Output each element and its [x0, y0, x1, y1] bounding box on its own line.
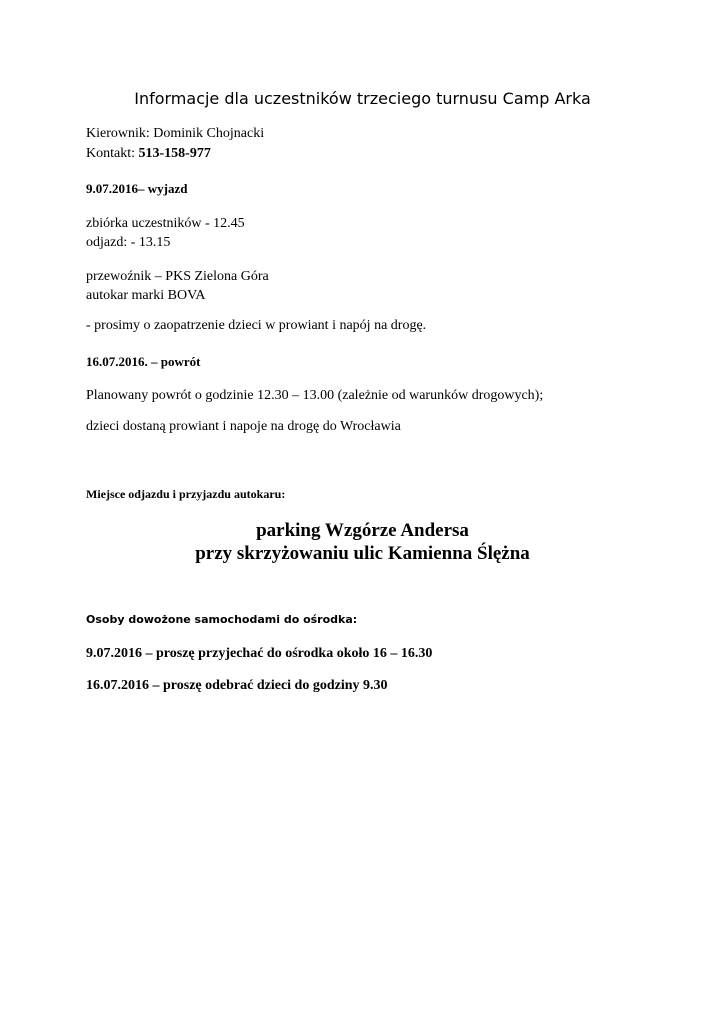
carrier-line: przewoźnik – PKS Zielona Góra — [86, 269, 269, 284]
departure-time: odjazd: - 13.15 — [86, 235, 171, 250]
document-title: Informacje dla uczestników trzeciego turnusu Camp Arka — [134, 89, 591, 108]
car-pickup-line: 16.07.2016 – proszę odebrać dzieci do godziny 9.30 — [86, 678, 388, 693]
contact-label: Kontakt: — [86, 146, 139, 161]
gathering-time: zbiórka uczestników - 12.45 — [86, 216, 245, 231]
contact-line — [86, 145, 211, 163]
return-food: dzieci dostaną prowiant i napoje na drogę do Wrocławia — [86, 419, 401, 434]
meeting-place-heading: Miejsce odjazdu i przyjazdu autokaru: — [86, 487, 286, 501]
departure-heading: 9.07.2016– wyjazd — [86, 181, 188, 196]
car-transport-heading: Osoby dowożone samochodami do ośrodka: — [86, 613, 358, 626]
meeting-place-line-2: przy skrzyżowaniu ulic Kamienna Ślężna — [195, 543, 530, 564]
return-planned: Planowany powrót o godzinie 12.30 – 13.00 (zależnie od warunków drogowych); — [86, 388, 544, 403]
leader-line: Kierownik: Dominik Chojnacki — [86, 126, 265, 141]
contact-phone: 513-158-977 — [138, 146, 211, 161]
car-arrival-line: 9.07.2016 – proszę przyjechać do ośrodka około 16 – 16.30 — [86, 646, 433, 661]
meeting-place-line-1: parking Wzgórze Andersa — [256, 520, 469, 541]
return-heading: 16.07.2016. – powrót — [86, 354, 201, 369]
bus-line: autokar marki BOVA — [86, 288, 206, 303]
provisions-request: - prosimy o zaopatrzenie dzieci w prowiant i napój na drogę. — [86, 318, 427, 333]
